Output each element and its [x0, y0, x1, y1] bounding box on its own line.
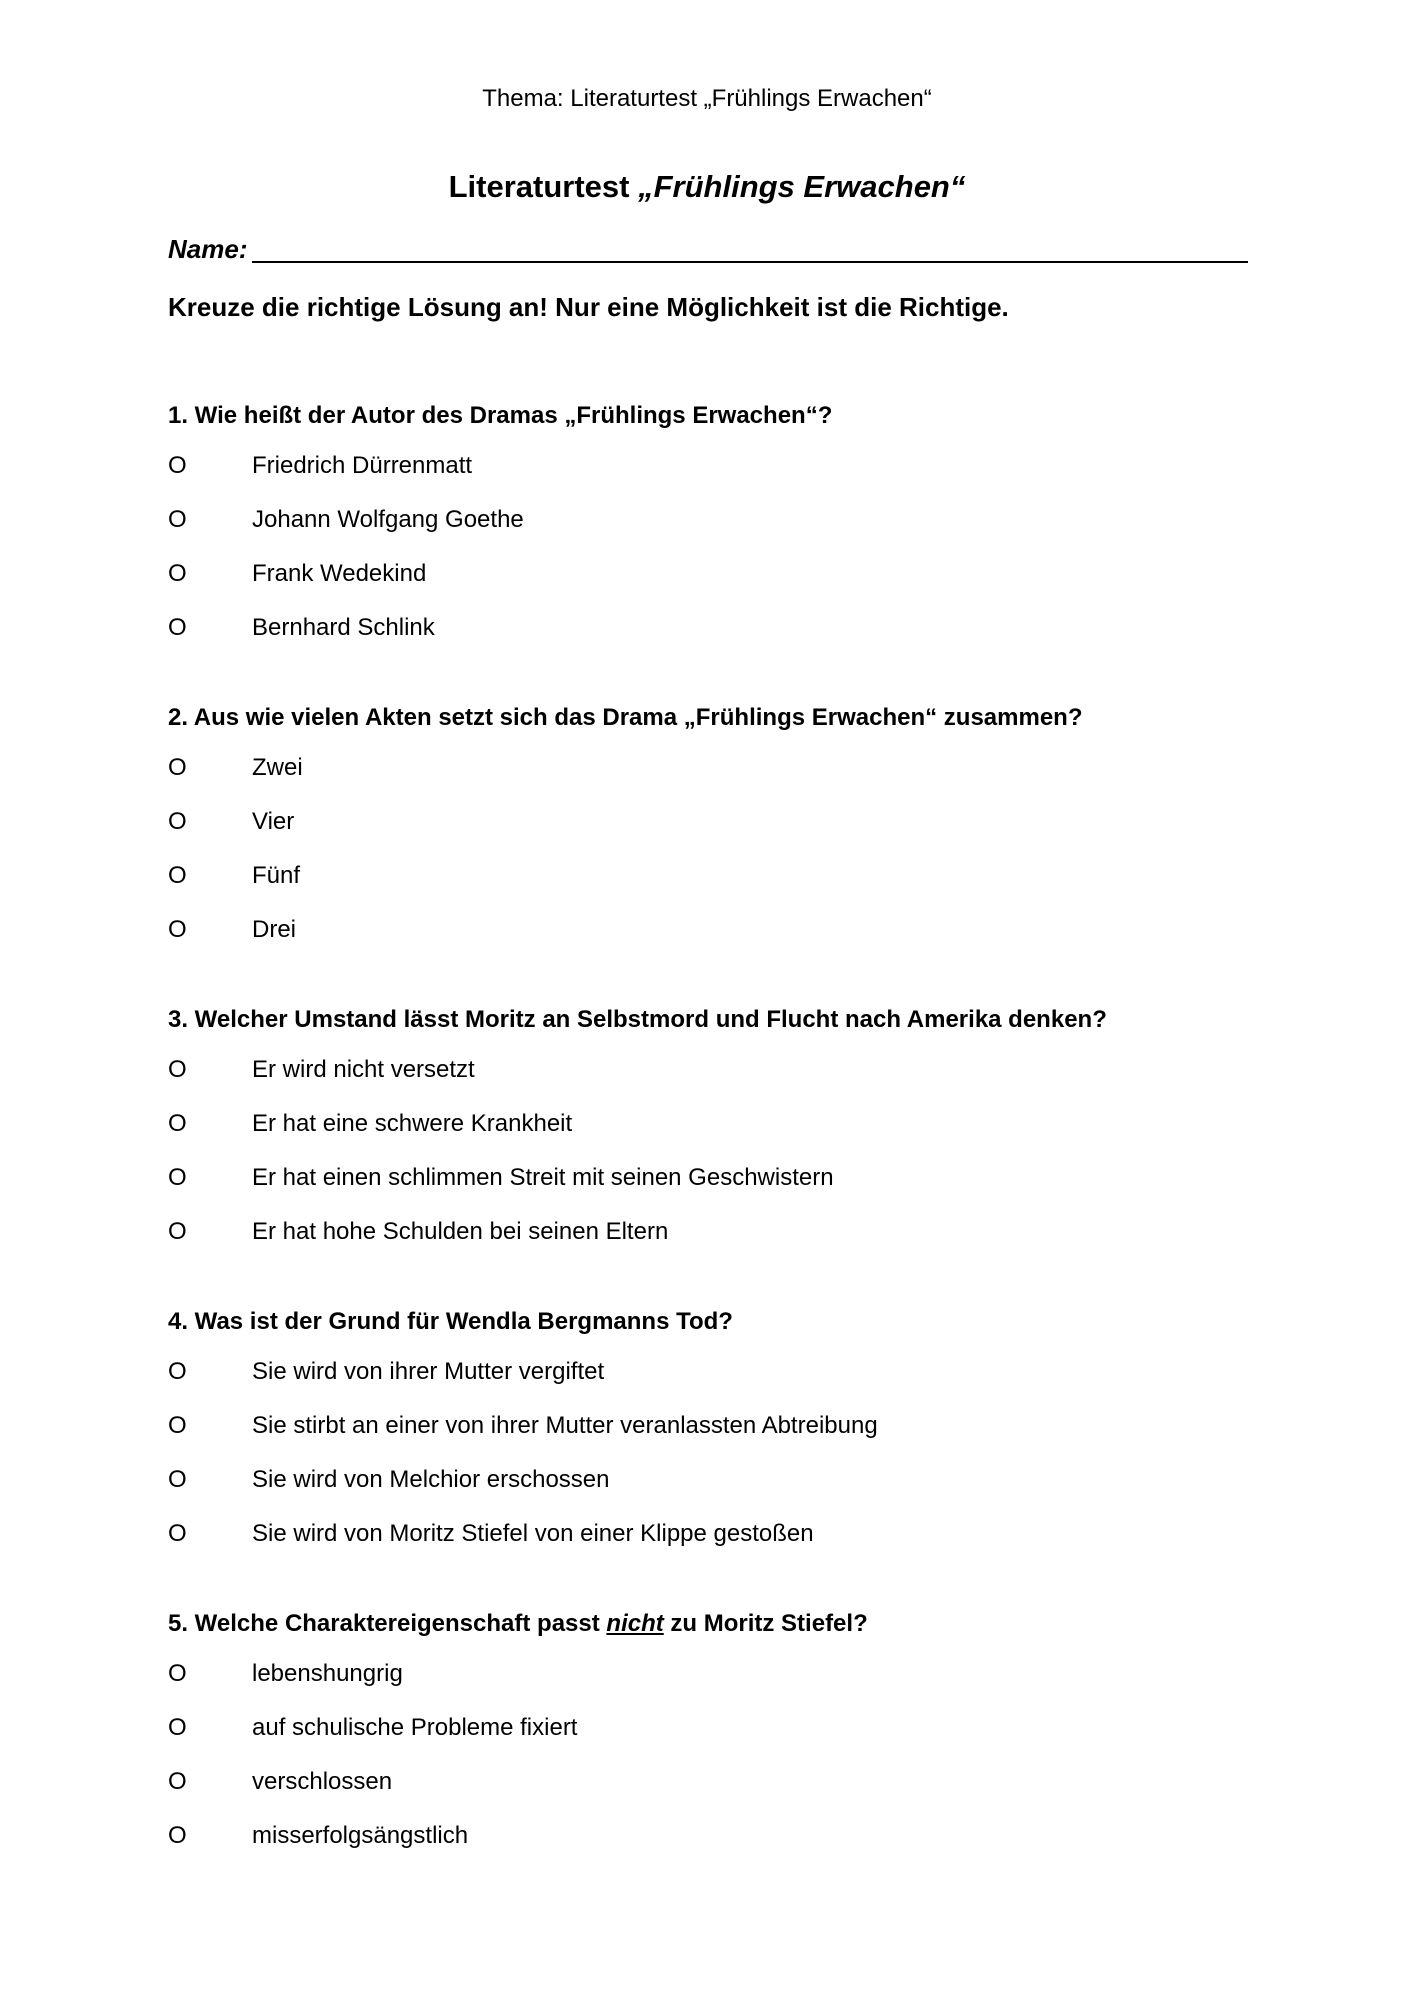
option-label: Sie wird von Melchior erschossen: [252, 1466, 610, 1493]
question-5-text-emphasis: nicht: [606, 1610, 664, 1637]
option-label: lebenshungrig: [252, 1660, 403, 1687]
option-label: Er wird nicht versetzt: [252, 1056, 475, 1083]
answer-circle[interactable]: O: [168, 1358, 187, 1385]
question-5-text-after: zu Moritz Stiefel?: [663, 1610, 868, 1637]
option-label: Er hat einen schlimmen Streit mit seinen Geschwistern: [252, 1164, 834, 1191]
answer-circle[interactable]: O: [168, 1714, 187, 1741]
question-1-option-4[interactable]: [168, 612, 1268, 666]
instruction-text: Kreuze die richtige Lösung an! Nur eine Möglichkeit ist die Richtige.: [168, 292, 1009, 322]
answer-circle[interactable]: O: [168, 754, 187, 781]
question-1-option-1[interactable]: [168, 450, 1268, 504]
answer-circle[interactable]: O: [168, 1218, 187, 1245]
answer-circle[interactable]: O: [168, 1466, 187, 1493]
answer-circle[interactable]: O: [168, 560, 187, 587]
question-4-option-1[interactable]: [168, 1356, 1268, 1410]
option-label: Frank Wedekind: [252, 560, 427, 587]
question-3-option-2[interactable]: [168, 1108, 1268, 1162]
answer-circle[interactable]: O: [168, 1056, 187, 1083]
option-label: Drei: [252, 916, 297, 943]
option-label: auf schulische Probleme fixiert: [252, 1714, 578, 1741]
name-field[interactable]: [252, 261, 1248, 263]
question-5-text: [168, 1608, 1268, 1640]
option-label: Johann Wolfgang Goethe: [252, 506, 524, 533]
name-row: [168, 232, 1248, 270]
option-label: Fünf: [252, 862, 301, 889]
question-2-option-2[interactable]: [168, 806, 1268, 860]
question-2-option-4[interactable]: [168, 914, 1268, 968]
answer-circle[interactable]: O: [168, 1660, 187, 1687]
name-label: Name:: [168, 234, 248, 264]
answer-circle[interactable]: O: [168, 1110, 187, 1137]
page-header: Thema: Literaturtest „Frühlings Erwachen“: [482, 85, 932, 112]
question-5: [168, 1608, 1268, 1874]
question-2-option-1[interactable]: [168, 752, 1268, 806]
question-5-option-4[interactable]: [168, 1820, 1268, 1874]
answer-circle[interactable]: O: [168, 1164, 187, 1191]
question-4: [168, 1306, 1268, 1572]
option-label: misserfolgsängstlich: [252, 1822, 469, 1849]
option-label: Zwei: [252, 754, 303, 781]
question-1: [168, 400, 1268, 666]
answer-circle[interactable]: O: [168, 862, 187, 889]
question-4-text: 4. Was ist der Grund für Wendla Bergmanns Tod?: [168, 1308, 733, 1335]
option-label: Er hat hohe Schulden bei seinen Eltern: [252, 1218, 669, 1245]
question-2: [168, 702, 1268, 968]
option-label: Vier: [252, 808, 295, 835]
answer-circle[interactable]: O: [168, 1768, 187, 1795]
title-emphasis: „Frühlings Erwachen“: [638, 169, 966, 204]
question-3-option-3[interactable]: [168, 1162, 1268, 1216]
question-2-text: 2. Aus wie vielen Akten setzt sich das Drama „Frühlings Erwachen“ zusammen?: [168, 704, 1083, 731]
answer-circle[interactable]: O: [168, 1412, 187, 1439]
question-1-option-3[interactable]: [168, 558, 1268, 612]
page-title: [0, 168, 1414, 206]
question-1-option-2[interactable]: [168, 504, 1268, 558]
question-3: [168, 1004, 1268, 1270]
question-5-option-3[interactable]: [168, 1766, 1268, 1820]
answer-circle[interactable]: O: [168, 1520, 187, 1547]
option-label: Sie wird von ihrer Mutter vergiftet: [252, 1358, 605, 1385]
question-3-option-1[interactable]: [168, 1054, 1268, 1108]
option-label: Er hat eine schwere Krankheit: [252, 1110, 573, 1137]
question-1-text: 1. Wie heißt der Autor des Dramas „Frühlings Erwachen“?: [168, 402, 833, 429]
answer-circle[interactable]: O: [168, 452, 187, 479]
title-prefix: Literaturtest: [448, 169, 639, 204]
question-3-option-4[interactable]: [168, 1216, 1268, 1270]
question-4-option-3[interactable]: [168, 1464, 1268, 1518]
answer-circle[interactable]: O: [168, 614, 187, 641]
question-3-text: 3. Welcher Umstand lässt Moritz an Selbstmord und Flucht nach Amerika denken?: [168, 1006, 1107, 1033]
answer-circle[interactable]: O: [168, 1822, 187, 1849]
question-5-text-before: 5. Welche Charaktereigenschaft passt: [168, 1610, 607, 1637]
question-2-option-3[interactable]: [168, 860, 1268, 914]
question-5-option-1[interactable]: [168, 1658, 1268, 1712]
question-4-option-2[interactable]: [168, 1410, 1268, 1464]
option-label: Sie stirbt an einer von ihrer Mutter veranlassten Abtreibung: [252, 1412, 878, 1439]
question-5-option-2[interactable]: [168, 1712, 1268, 1766]
option-label: Sie wird von Moritz Stiefel von einer Klippe gestoßen: [252, 1520, 814, 1547]
answer-circle[interactable]: O: [168, 916, 187, 943]
option-label: Bernhard Schlink: [252, 614, 435, 641]
answer-circle[interactable]: O: [168, 808, 187, 835]
answer-circle[interactable]: O: [168, 506, 187, 533]
option-label: Friedrich Dürrenmatt: [252, 452, 473, 479]
question-4-option-4[interactable]: [168, 1518, 1268, 1572]
option-label: verschlossen: [252, 1768, 393, 1795]
